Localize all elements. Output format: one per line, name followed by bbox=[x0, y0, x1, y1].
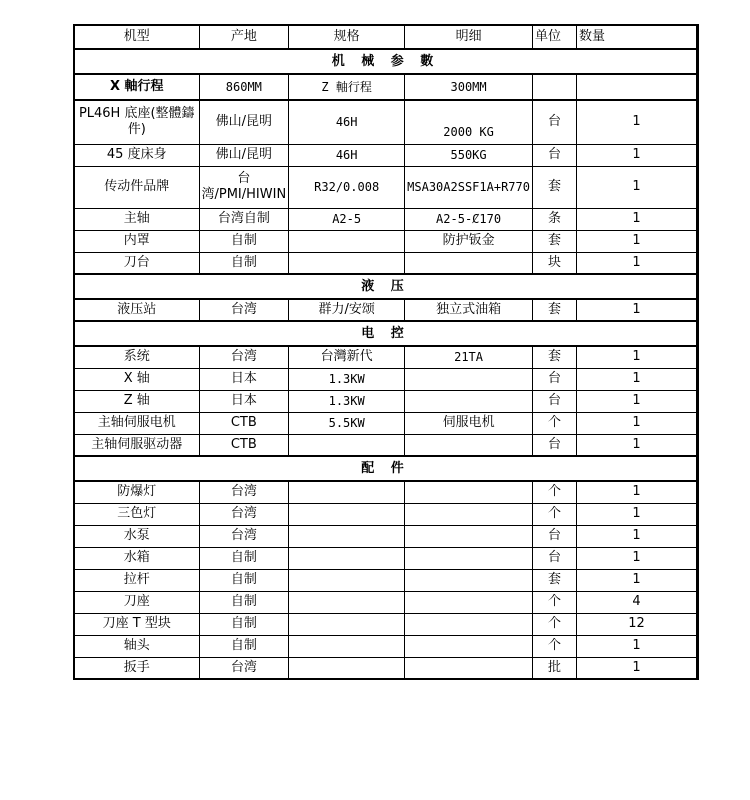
table-row bbox=[74, 525, 697, 547]
table-row bbox=[74, 252, 697, 274]
cell-model: X 轴 bbox=[74, 368, 199, 390]
cell-detail bbox=[405, 252, 533, 274]
cell-spec bbox=[289, 252, 405, 274]
cell-qty: 1 bbox=[576, 503, 697, 525]
cell-unit: 套 bbox=[532, 346, 576, 368]
x-travel-value: 860MM bbox=[199, 74, 289, 100]
cell-model: 水箱 bbox=[74, 547, 199, 569]
cell-detail bbox=[405, 481, 533, 503]
table-row bbox=[74, 569, 697, 591]
cell-unit: 条 bbox=[532, 208, 576, 230]
cell-model: 主轴伺服驱动器 bbox=[74, 434, 199, 456]
header-model: 机型 bbox=[74, 25, 199, 49]
cell-spec bbox=[289, 569, 405, 591]
section-accessories-title: 配 件 bbox=[74, 456, 697, 481]
cell-spec bbox=[289, 657, 405, 679]
cell-qty: 1 bbox=[576, 657, 697, 679]
cell-unit: 台 bbox=[532, 390, 576, 412]
section-hydraulic-title: 液 压 bbox=[74, 274, 697, 299]
cell-spec: 群力/安颂 bbox=[289, 299, 405, 321]
cell-unit: 个 bbox=[532, 503, 576, 525]
cell-origin: 台湾/PMI/HIWIN bbox=[199, 166, 289, 208]
cell-qty: 1 bbox=[576, 368, 697, 390]
cell-origin: 自制 bbox=[199, 591, 289, 613]
table-row bbox=[74, 299, 697, 321]
cell-qty: 1 bbox=[576, 166, 697, 208]
cell-detail bbox=[405, 503, 533, 525]
cell-detail: 2000 KG bbox=[405, 100, 533, 144]
cell-origin: 自制 bbox=[199, 230, 289, 252]
cell-qty: 12 bbox=[576, 613, 697, 635]
cell-model: 主轴 bbox=[74, 208, 199, 230]
cell-detail bbox=[405, 525, 533, 547]
cell-unit: 套 bbox=[532, 230, 576, 252]
cell-spec bbox=[289, 434, 405, 456]
cell-origin: 台湾 bbox=[199, 299, 289, 321]
cell-model: 系统 bbox=[74, 346, 199, 368]
section-electric-title: 电 控 bbox=[74, 321, 697, 346]
cell-qty: 1 bbox=[576, 569, 697, 591]
table-row bbox=[74, 100, 697, 144]
cell-model: PL46H 底座(整體鑄件) bbox=[74, 100, 199, 144]
cell-detail: MSA30A2SSF1A+R770 bbox=[405, 166, 533, 208]
table-row bbox=[74, 346, 697, 368]
header-qty: 数量 bbox=[576, 25, 697, 49]
cell-qty: 1 bbox=[576, 547, 697, 569]
table-row bbox=[74, 434, 697, 456]
cell-detail bbox=[405, 569, 533, 591]
cell-model: 刀台 bbox=[74, 252, 199, 274]
z-travel-value: 300MM bbox=[405, 74, 533, 100]
cell-origin: 自制 bbox=[199, 613, 289, 635]
section-accessories bbox=[74, 456, 697, 481]
cell-model: Z 轴 bbox=[74, 390, 199, 412]
cell-origin: 台湾自制 bbox=[199, 208, 289, 230]
cell-spec bbox=[289, 230, 405, 252]
table-row bbox=[74, 591, 697, 613]
cell-unit: 块 bbox=[532, 252, 576, 274]
cell-spec bbox=[289, 613, 405, 635]
cell-origin: 佛山/昆明 bbox=[199, 144, 289, 166]
cell-unit: 台 bbox=[532, 434, 576, 456]
cell-detail: A2-5-Ȼ170 bbox=[405, 208, 533, 230]
spec-table bbox=[73, 24, 699, 680]
cell-detail: 550KG bbox=[405, 144, 533, 166]
cell-unit: 套 bbox=[532, 166, 576, 208]
section-electric bbox=[74, 321, 697, 346]
cell-unit: 个 bbox=[532, 591, 576, 613]
cell-qty: 1 bbox=[576, 390, 697, 412]
cell-unit: 套 bbox=[532, 299, 576, 321]
cell-unit: 台 bbox=[532, 100, 576, 144]
table-row bbox=[74, 166, 697, 208]
cell-qty: 1 bbox=[576, 100, 697, 144]
travel-qty bbox=[576, 74, 697, 100]
cell-unit: 台 bbox=[532, 368, 576, 390]
cell-unit: 个 bbox=[532, 481, 576, 503]
cell-qty: 1 bbox=[576, 230, 697, 252]
cell-spec: 1.3KW bbox=[289, 368, 405, 390]
cell-detail bbox=[405, 368, 533, 390]
cell-spec bbox=[289, 525, 405, 547]
cell-model: 扳手 bbox=[74, 657, 199, 679]
cell-spec bbox=[289, 635, 405, 657]
cell-qty: 1 bbox=[576, 208, 697, 230]
cell-origin: 自制 bbox=[199, 547, 289, 569]
header-spec: 规格 bbox=[289, 25, 405, 49]
cell-spec: 46H bbox=[289, 144, 405, 166]
cell-detail bbox=[405, 635, 533, 657]
cell-detail bbox=[405, 390, 533, 412]
travel-row bbox=[74, 74, 697, 100]
cell-spec: 台灣新代 bbox=[289, 346, 405, 368]
cell-qty: 1 bbox=[576, 525, 697, 547]
table-row bbox=[74, 613, 697, 635]
table-row bbox=[74, 635, 697, 657]
cell-origin: 佛山/昆明 bbox=[199, 100, 289, 144]
cell-model: 刀座 bbox=[74, 591, 199, 613]
cell-unit: 个 bbox=[532, 635, 576, 657]
cell-model: 拉杆 bbox=[74, 569, 199, 591]
cell-spec bbox=[289, 547, 405, 569]
cell-origin: 日本 bbox=[199, 390, 289, 412]
cell-spec: 46H bbox=[289, 100, 405, 144]
cell-unit: 台 bbox=[532, 547, 576, 569]
cell-qty: 1 bbox=[576, 346, 697, 368]
cell-detail bbox=[405, 613, 533, 635]
header-origin: 产地 bbox=[199, 25, 289, 49]
cell-qty: 1 bbox=[576, 481, 697, 503]
cell-origin: 台湾 bbox=[199, 503, 289, 525]
cell-unit: 个 bbox=[532, 613, 576, 635]
cell-spec: A2-5 bbox=[289, 208, 405, 230]
cell-model: 主轴伺服电机 bbox=[74, 412, 199, 434]
cell-model: 45 度床身 bbox=[74, 144, 199, 166]
cell-origin: 日本 bbox=[199, 368, 289, 390]
section-hydraulic bbox=[74, 274, 697, 299]
cell-model: 液压站 bbox=[74, 299, 199, 321]
cell-origin: CTB bbox=[199, 434, 289, 456]
section-mechanical bbox=[74, 49, 697, 74]
cell-qty: 1 bbox=[576, 252, 697, 274]
header-unit: 单位 bbox=[532, 25, 576, 49]
cell-spec bbox=[289, 591, 405, 613]
table-row bbox=[74, 547, 697, 569]
table-row bbox=[74, 390, 697, 412]
cell-spec: 5.5KW bbox=[289, 412, 405, 434]
cell-unit: 台 bbox=[532, 525, 576, 547]
cell-detail bbox=[405, 591, 533, 613]
cell-origin: 自制 bbox=[199, 252, 289, 274]
z-travel-label: Z 軸行程 bbox=[289, 74, 405, 100]
cell-qty: 1 bbox=[576, 635, 697, 657]
cell-model: 内罩 bbox=[74, 230, 199, 252]
cell-qty: 1 bbox=[576, 144, 697, 166]
table-row bbox=[74, 657, 697, 679]
cell-unit: 个 bbox=[532, 412, 576, 434]
cell-unit: 台 bbox=[532, 144, 576, 166]
cell-origin: 台湾 bbox=[199, 525, 289, 547]
cell-detail bbox=[405, 547, 533, 569]
cell-model: 轴头 bbox=[74, 635, 199, 657]
cell-detail: 伺服电机 bbox=[405, 412, 533, 434]
cell-qty: 1 bbox=[576, 434, 697, 456]
cell-origin: 自制 bbox=[199, 569, 289, 591]
cell-model: 刀座 T 型块 bbox=[74, 613, 199, 635]
cell-detail: 21TA bbox=[405, 346, 533, 368]
cell-model: 防爆灯 bbox=[74, 481, 199, 503]
header-detail: 明细 bbox=[405, 25, 533, 49]
cell-qty: 4 bbox=[576, 591, 697, 613]
header-row bbox=[74, 25, 697, 49]
cell-spec: 1.3KW bbox=[289, 390, 405, 412]
cell-qty: 1 bbox=[576, 299, 697, 321]
cell-spec bbox=[289, 481, 405, 503]
table-row bbox=[74, 503, 697, 525]
table-row bbox=[74, 368, 697, 390]
table-row bbox=[74, 230, 697, 252]
table-row bbox=[74, 481, 697, 503]
table-row bbox=[74, 412, 697, 434]
cell-spec: R32/0.008 bbox=[289, 166, 405, 208]
cell-model: 三色灯 bbox=[74, 503, 199, 525]
section-mechanical-title: 机 械 参 數 bbox=[74, 49, 697, 74]
cell-detail bbox=[405, 434, 533, 456]
cell-origin: CTB bbox=[199, 412, 289, 434]
cell-detail: 独立式油箱 bbox=[405, 299, 533, 321]
cell-origin: 台湾 bbox=[199, 481, 289, 503]
cell-model: 水泵 bbox=[74, 525, 199, 547]
cell-model: 传动件品牌 bbox=[74, 166, 199, 208]
cell-qty: 1 bbox=[576, 412, 697, 434]
cell-spec bbox=[289, 503, 405, 525]
cell-unit: 套 bbox=[532, 569, 576, 591]
cell-origin: 自制 bbox=[199, 635, 289, 657]
cell-detail bbox=[405, 657, 533, 679]
table-row bbox=[74, 208, 697, 230]
cell-origin: 台湾 bbox=[199, 346, 289, 368]
travel-unit bbox=[532, 74, 576, 100]
cell-unit: 批 bbox=[532, 657, 576, 679]
cell-detail: 防护钣金 bbox=[405, 230, 533, 252]
table-row bbox=[74, 144, 697, 166]
x-travel-label: X 軸行程 bbox=[74, 74, 199, 100]
cell-origin: 台湾 bbox=[199, 657, 289, 679]
